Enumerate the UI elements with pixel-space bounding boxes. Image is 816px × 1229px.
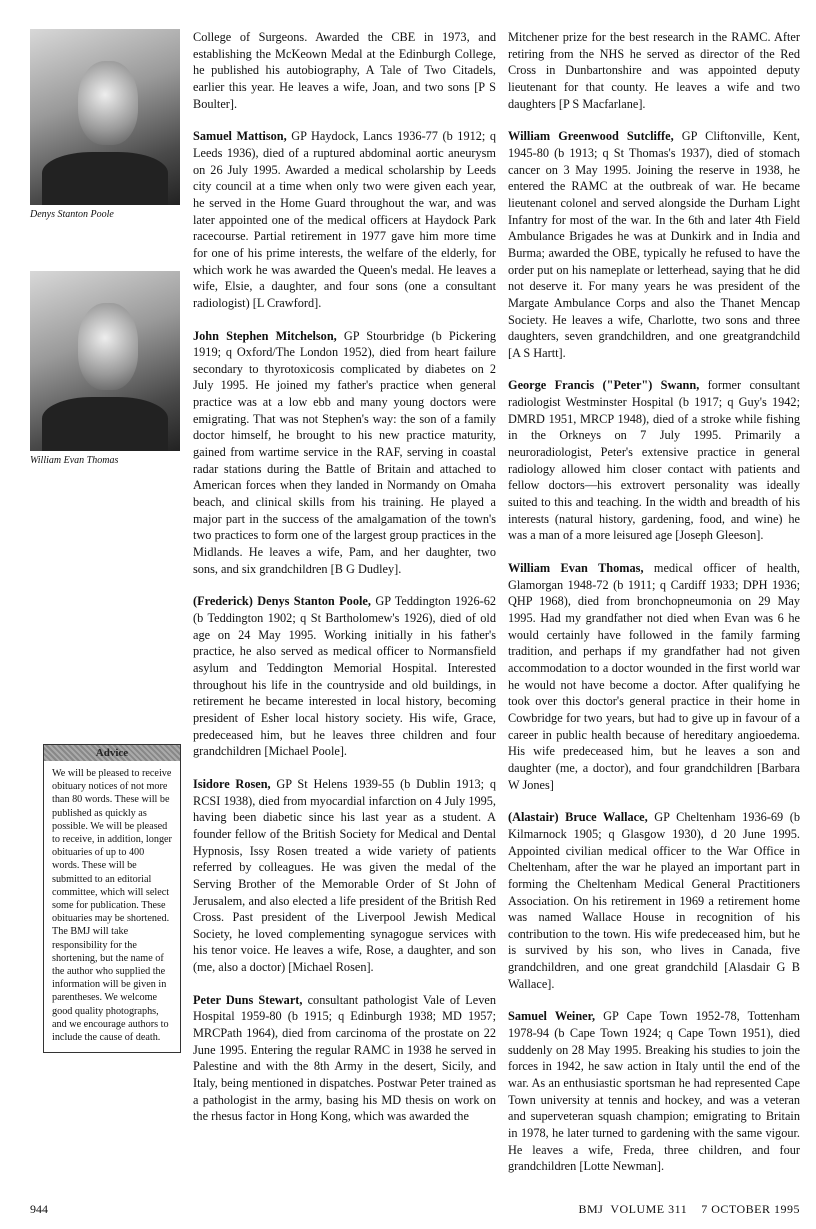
obituary-body: GP Teddington 1926-62 (b Teddington 1902; q St Bartholomew's 1926), died of old age on 24 May 1995. Working initially in his father's practice, he also served as medical officer to Normansfield asylum and Teddington Memorial Hospital. Interested throughout his life in the countryside and old buildings, in retirement he became interested in local history, becoming president of Esher local history society. His wife, Grace, predeceased him, but he leaves three children and four grandchildren [Michael Poole]. [193,594,496,759]
obituary-name: Peter Duns Stewart, [193,992,303,1007]
obituary [508,29,800,112]
obituary-body: GP Cheltenham 1936-69 (b Kilmarnock 1905; q Glasgow 1930), d 20 June 1995. Appointed civilian medical officer to the War Office in Cheltenham, after the war he played an important part in forming the Cheltenham Medical General Practitioners Association. On his retirement in 1969 a retirement home was named Wallace House in recognition of his contribution to the town. His wife predeceased him, but he is survived by his son, who lives in Canada, five grandchildren, and one great grandchild [Alasdair G B Wallace]. [508,810,800,991]
obituary-name: (Alastair) Bruce Wallace, [508,810,648,825]
obituary [508,809,800,992]
obituary-name: William Greenwood Sutcliffe, [508,129,674,144]
obituary-body: GP Cliftonville, Kent, 1945-80 (b 1913; q St Thomas's 1937), died of stomach cancer on 3 May 1995. Joining the reserve in 1938, he entered the RAMC at the outbreak of war. He became lieutenant colonel and served alongside the Durham Light Infantry for most of the war. In the 6th and later 4th Field Ambulance Brigades he was at Dunkirk and in India and Burma; awarded the OBE, typically he refused to have the order put on his nameplate or letterhead, saying that he did not deserve it. For many years he was president of the Margate Ambulance Corps and also the Thanet Mencap Society. He leaves a wife, Charlotte, two sons and three daughters, seven grandchildren, and one greatgrandchild [A S Hartt]. [508,129,800,360]
journal-footer [578,1201,800,1217]
page-footer [30,1201,800,1217]
obituary-body: former consultant radiologist Westminster Hospital (b 1917; q Guy's 1942; DMRD 1951, MRCP 1948), died of a stroke while fishing in the Orkneys on 7 July 1995. Primarily a neuroradiologist, Peter's extensive practice in general radiology allowed him closer contact with patients and fellow doctors—his extrovert personality was ideally suited to this and teaching. In the width and breadth of his interests (natural history, gardening, food, and wine) he was a man of a more leisured age [Joseph Gleeson]. [508,378,800,543]
photo-caption: William Evan Thomas [30,455,119,466]
advice-box [43,744,181,1053]
obituary-name: John Stephen Mitchelson, [193,328,337,343]
obituary [193,593,496,760]
right-column [508,29,800,1191]
page-number: 944 [30,1202,48,1216]
obituary-name: George Francis ("Peter") Swann, [508,378,700,393]
obituary-name: Samuel Weiner, [508,1009,596,1024]
obituary-body: consultant pathologist Vale of Leven Hospital 1959-80 (b 1915; q Edinburgh 1938; MD 1957; MRCPath 1964), died from carcinoma of the prostate on 22 June 1995. Entering the regular RAMC in 1938 he served in Palestine and with the 8th Army in the desert, Sicily, and Italy, being mentioned in dispatches. Postwar Peter trained as a pathologist in the army, basing his MD thesis on work on the rhesus factor in Hong Kong, which was awarded the [193,992,496,1124]
obituary-body: medical officer of health, Glamorgan 1948-72 (b 1911; q Cardiff 1933; DPH 1936; QHP 1968), died from bronchopneumonia on 29 May 1995. Had my grandfather not died when Evan was 6 he would certainly have followed in the family farming tradition, and perhaps if my grandfather had not given accommodation to a doctor wounded in the first world war he would not have become a doctor. After qualifying he took over this doctor's general practice in their home in Cowbridge for two years, but had to give up in favour of a career in public health because of hereditary angioedema. His wife predeceased him, but he leaves a son and daughter (me, a doctor), and four grandchildren [Barbara W Jones] [508,561,800,792]
obituary [193,328,496,578]
obituary [508,560,800,793]
obituary [193,992,496,1125]
portrait-photo-poole [30,29,180,205]
obituary-body: GP St Helens 1939-55 (b Dublin 1913; q RCSI 1938), died from myocardial infarction on 4 July 1995, having been diabetic since his last year as a student. A founder fellow of the British Society for Medical and Dental Hypnosis, Issy Rosen treated a wide variety of patients referred by colleagues. He was given the medal of the Serving Brother of the Memorable Order of St John of Jerusalem, and also elected a life president of the British Red Cross. Past president of the Liverpool Jewish Medical Society, he loved complementing synagogue services with his tenor voice. He leaves a wife, Rose, a daughter, and son (me, also a doctor) [Michael Rosen]. [193,776,496,975]
portrait-photo-thomas [30,271,180,451]
obituary-body: College of Surgeons. Awarded the CBE in 1973, and establishing the McKeown Medal at the Edinburgh College, he published his autobiography, A Tale of Two Citadels, earlier this year. He leaves a wife, Joan, and two sons [P S Boulter]. [193,30,496,111]
obituary [193,128,496,311]
obituary-body: GP Cape Town 1952-78, Tottenham 1978-94 (b Cape Town 1924; q Cape Town 1951), died suddenly on 28 May 1995. Breaking his studies to join the forces in 1942, he saw action in Italy until the end of the war. As an enthusiastic sportsman he had represented Cape Town university at tennis and hockey, and was a veteran and superveteran squash champion; emigrating to Britain in 1978, he later turned to gardening with the same vigour. He leaves a wife, Freda, three children, and four grandchildren [Lotte Newman]. [508,1009,800,1174]
advice-text: We will be pleased to receive obituary notices of not more than 80 words. These will be published as quickly as possible. We will be pleased to receive, in addition, longer obituaries of up to 400 words. These will be submitted to an editorial committee, which will select some for publication. These obituaries may be shortened. The BMJ will take responsibility for the shortening, but the name of the author who supplied the information will be given in parentheses. We welcome good quality photographs, and we encourage authors to include the cause of death. [52,768,172,1044]
obituary [508,377,800,544]
obituary-body: Mitchener prize for the best research in the RAMC. After retiring from the NHS he served as director of the Red Cross in Dunbartonshire and was appointed deputy lieutenant for that county. He leaves a wife and two daughters [P S Macfarlane]. [508,30,800,111]
obituary [508,128,800,361]
obituary-body: GP Haydock, Lancs 1936-77 (b 1912; q Leeds 1936), died of a ruptured abdominal aortic aneurysm on 26 July 1995. Awarded a medical scholarship by Leeds city council at a time when only two were given each year, he served in the Home Guard throughout the war, and was later appointed one of the medical officers at Haydock Park racecourse. Partial retirement in 1977 gave him more time for one of his prime interests, the welfare of the elderly, for which work he was awarded the Queen's medal. He leaves a wife, Elsie, a daughter, and four sons (one a consultant radiologist) [L Crawford]. [193,129,496,310]
journal-name: BMJ [578,1202,604,1216]
volume: VOLUME 311 [610,1202,688,1216]
left-column [30,29,180,1053]
middle-column [193,29,496,1141]
page-columns [30,29,800,1191]
obituary [508,1008,800,1175]
obituary-name: Samuel Mattison, [193,129,287,144]
obituary-body: GP Stourbridge (b Pickering 1919; q Oxford/The London 1952), died from heart failure secondary to thyrotoxicosis complicated by diabetes on 2 July 1995. He joined my father's practice when general practice was at a low ebb and many young doctors were emigrating. That was not Stephen's way: the son of a family doctor himself, he brought to his new practice maturity, gained from wartime service in the RAF, serving in coastal radar stations during the Battle of Britain and attached to American forces when they landed in Normandy on Omaha beach, and clinical skills from his training. He played a major part in the success of the amalgamation of the town's two practices to form one of the largest group practices in the Midlands. He leaves a wife, Pam, and her daughter, two sons, and six grandchildren [B G Dudley]. [193,328,496,576]
advice-title: Advice [44,745,180,761]
photo-caption: Denys Stanton Poole [30,209,114,220]
obituary-name: William Evan Thomas, [508,561,644,576]
obituary-name: Isidore Rosen, [193,776,271,791]
obituary [193,29,496,112]
issue-date: 7 OCTOBER 1995 [701,1202,800,1216]
obituary [193,776,496,976]
obituary-name: (Frederick) Denys Stanton Poole, [193,594,371,609]
